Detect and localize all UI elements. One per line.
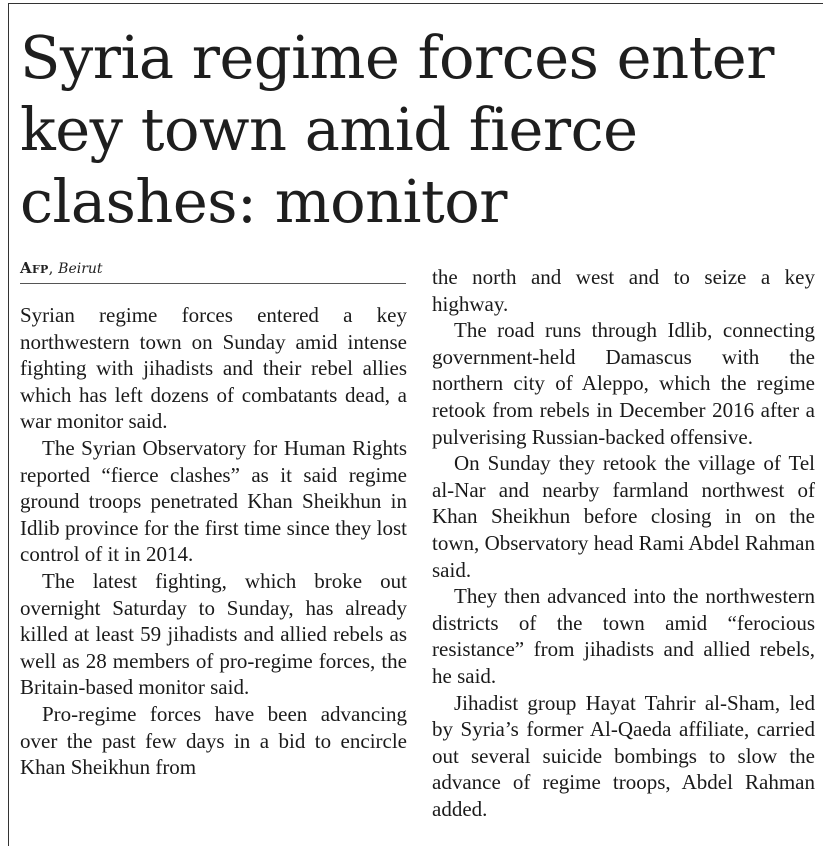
paragraph: On Sunday they retook the village of Tel al-Nar and nearby farmland northwest of Khan Sheikhun before closing in on the town, Observatory head Rami Abdel Rahman said.: [432, 451, 815, 582]
byline-location: Beirut: [58, 261, 103, 277]
paragraph: Syrian regime forces entered a key northwestern town on Sunday amid intense fighting with jihadists and their rebel allies which has left dozens of combatants dead, a war monitor said.: [20, 303, 407, 434]
article-byline: Afp, Beirut: [20, 259, 103, 277]
left-border-rule: [8, 3, 9, 846]
byline-agency: Afp: [20, 259, 49, 277]
article-column-2: [432, 264, 815, 822]
article-column-1: [20, 302, 407, 781]
paragraph: The road runs through Idlib, connecting government-held Damascus with the northern city of Aleppo, which the regime retook from rebels in December 2016 after a pulverising Russian-backed offensive.: [432, 318, 815, 449]
paragraph: They then advanced into the northwestern districts of the town amid “ferocious resistance” from jihadists and allied rebels, he said.: [432, 584, 815, 688]
byline-divider: [20, 283, 406, 284]
top-border-rule: [8, 3, 823, 4]
paragraph: The latest fighting, which broke out overnight Saturday to Sunday, has already killed at least 59 jihadists and allied rebels as well as 28 members of pro-regime forces, the Britain-based monitor said.: [20, 568, 407, 700]
article-headline: Syria regime forces enter key town amid fierce clashes: monitor: [20, 23, 774, 236]
paragraph: Jihadist group Hayat Tahrir al-Sham, led by Syria’s former Al-Qaeda affiliate, carried out several suicide bombings to slow the advance of regime troops, Abdel Rahman added.: [432, 690, 815, 821]
paragraph: The Syrian Observatory for Human Rights reported “fierce clashes” as it said regime ground troops penetrated Khan Sheikhun in Idlib province for the first time since they lost control of it in 2014.: [20, 435, 407, 567]
paragraph: Pro-regime forces have been advancing over the past few days in a bid to encircle Khan Sheikhun from: [20, 701, 407, 780]
paragraph: the north and west and to seize a key highway.: [432, 265, 815, 316]
